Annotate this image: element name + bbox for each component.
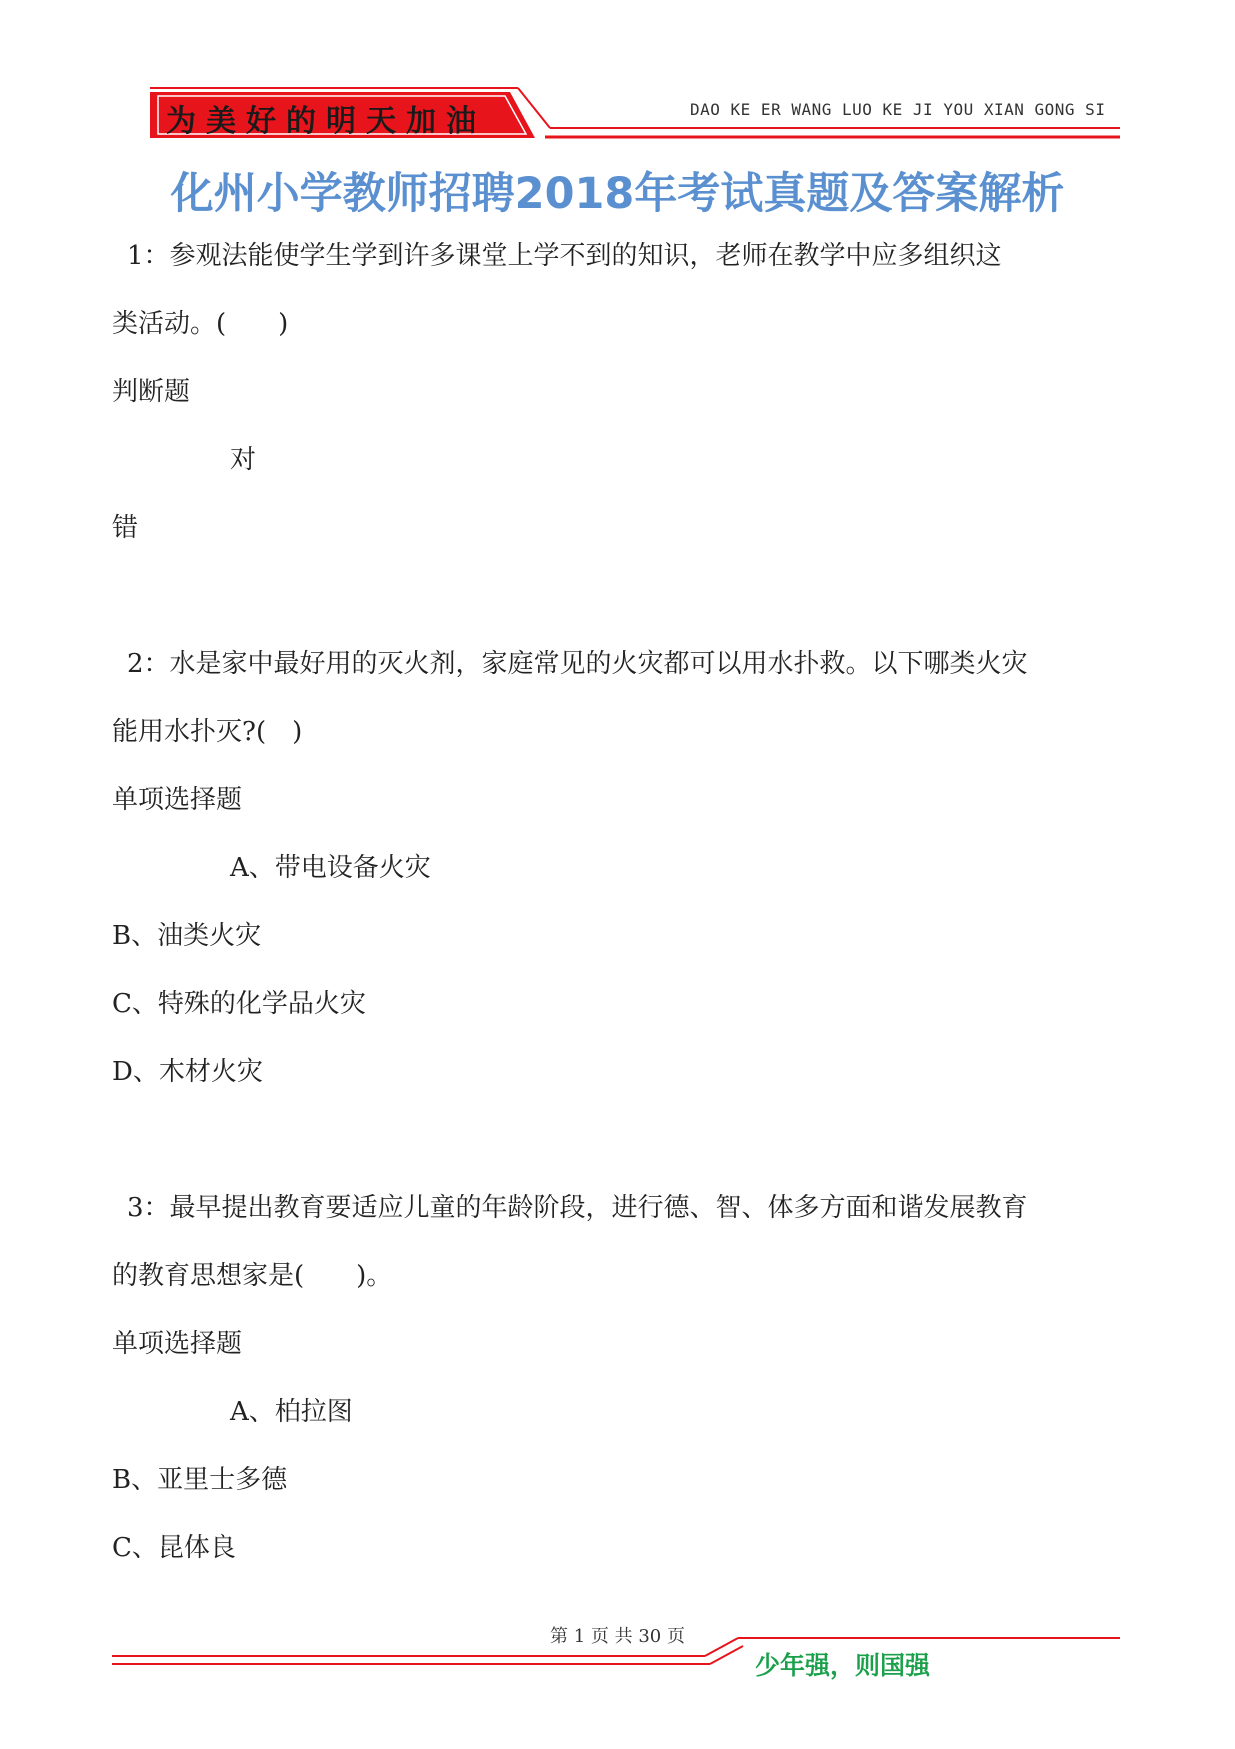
spacer bbox=[112, 572, 1127, 640]
question-2-option: C、特殊的化学品火灾 bbox=[112, 989, 366, 1019]
question-3-type: 单项选择题 bbox=[112, 1329, 243, 1359]
question-1-type: 判断题 bbox=[112, 377, 191, 407]
page-number: 第 1 页 共 30 页 bbox=[550, 1626, 685, 1647]
question-3-option: B、亚里士多德 bbox=[112, 1465, 288, 1495]
question-3-option: A、柏拉图 bbox=[230, 1397, 353, 1427]
question-1-option: 对 bbox=[230, 445, 257, 475]
page-header bbox=[0, 0, 1235, 150]
question-2-option: D、木材火灾 bbox=[112, 1057, 263, 1087]
spacer bbox=[112, 1116, 1127, 1184]
question-2-text-line1: 2：水是家中最好用的灭火剂，家庭常见的火灾都可以用水扑救。以下哪类火灾 bbox=[127, 649, 1028, 679]
question-2-option: A、带电设备火灾 bbox=[230, 853, 431, 883]
question-3-option: C、昆体良 bbox=[112, 1533, 236, 1563]
document-body bbox=[112, 232, 1127, 1592]
question-1-option: 错 bbox=[112, 513, 139, 543]
question-3-text-line1: 3：最早提出教育要适应儿童的年龄阶段，进行德、智、体多方面和谐发展教育 bbox=[127, 1193, 1028, 1223]
page-title: 化州小学教师招聘2018年考试真题及答案解析 bbox=[170, 169, 1065, 219]
question-2-option: B、油类火灾 bbox=[112, 921, 262, 951]
question-1-text-line2: 类活动。( ) bbox=[112, 309, 289, 339]
question-3-text-line2: 的教育思想家是( )。 bbox=[112, 1261, 393, 1291]
question-2-type: 单项选择题 bbox=[112, 785, 243, 815]
footer-motto: 少年强，则国强 bbox=[755, 1651, 931, 1680]
question-1-text-line1: 1：参观法能使学生学到许多课堂上学不到的知识，老师在教学中应多组织这 bbox=[127, 241, 1002, 271]
header-slogan: 为美好的明天加油 bbox=[166, 104, 486, 139]
question-2-text-line2: 能用水扑灭?( ) bbox=[112, 717, 303, 747]
company-name: DAO KE ER WANG LUO KE JI YOU XIAN GONG SI bbox=[690, 100, 1106, 119]
